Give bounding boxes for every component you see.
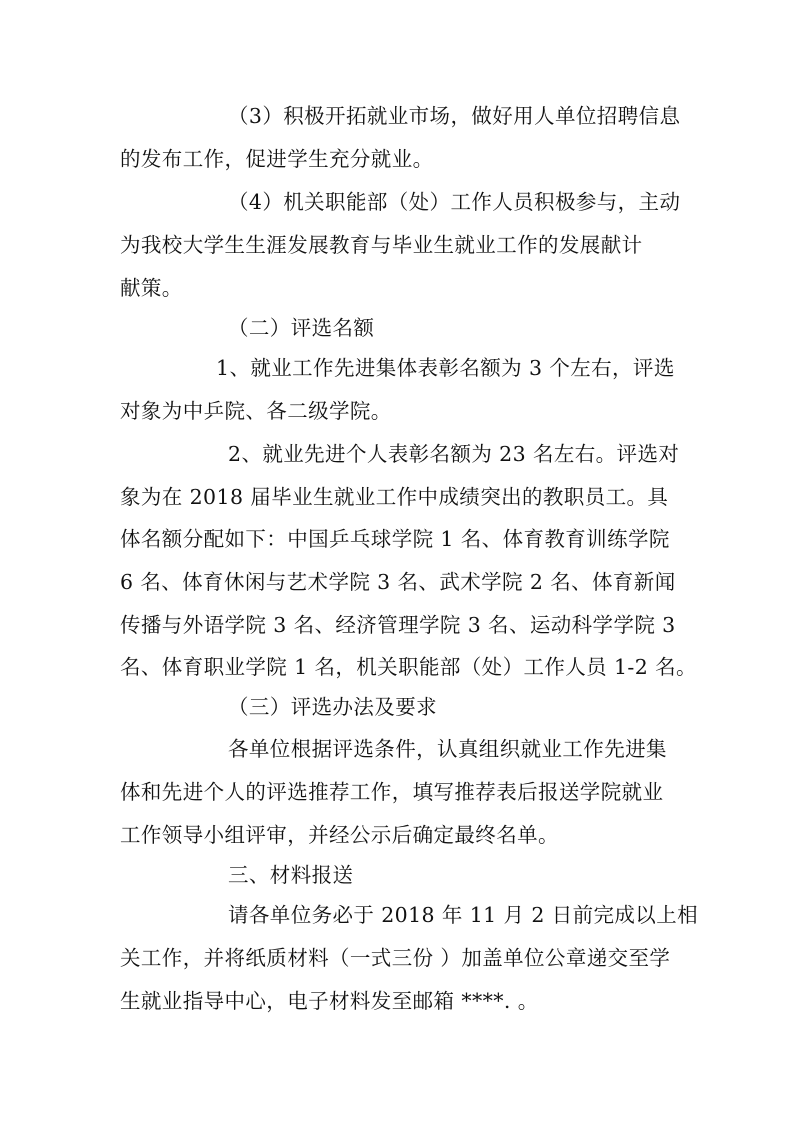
paragraph-line: 为我校大学生生涯发展教育与毕业生就业工作的发展献计 (120, 233, 643, 257)
paragraph-line: 请各单位务必于 2018 年 11 月 2 日前完成以上相 (228, 903, 698, 927)
section-heading: （二）评选名额 (228, 316, 375, 340)
paragraph-line: 1、就业工作先进集体表彰名额为 3 个左右，评选 (216, 356, 675, 380)
paragraph-line: 生就业指导中心，电子材料发至邮箱 ****. 。 (120, 989, 539, 1013)
paragraph-line: 传播与外语学院 3 名、经济管理学院 3 名、运动科学学院 3 (120, 613, 676, 637)
paragraph-line: 名、体育职业学院 1 名，机关职能部（处）工作人员 1-2 名。 (120, 655, 697, 679)
section-heading: 三、材料报送 (228, 863, 354, 887)
paragraph-line: （3）积极开拓就业市场，做好用人单位招聘信息 (228, 104, 681, 128)
paragraph-line: （4）机关职能部（处）工作人员积极参与，主动 (228, 190, 681, 214)
section-heading: （三）评选办法及要求 (228, 695, 437, 719)
paragraph-line: 关工作，并将纸质材料（一式三份 ）加盖单位公章递交至学 (120, 946, 671, 970)
paragraph-line: 的发布工作，促进学生充分就业。 (120, 147, 434, 171)
paragraph-line: 工作领导小组评审，并经公示后确定最终名单。 (120, 823, 559, 847)
paragraph-line: 体名额分配如下：中国乒乓球学院 1 名、体育教育训练学院 (120, 527, 670, 551)
paragraph-line: 6 名、体育休闲与艺术学院 3 名、武术学院 2 名、体育新闻 (120, 570, 676, 594)
paragraph-line: 各单位根据评选条件，认真组织就业工作先进集 (228, 737, 667, 761)
paragraph-line: 对象为中乒院、各二级学院。 (120, 399, 392, 423)
paragraph-line: 象为在 2018 届毕业生就业工作中成绩突出的教职员工。具 (120, 485, 669, 509)
paragraph-line: 献策。 (120, 276, 183, 300)
paragraph-line: 2、就业先进个人表彰名额为 23 名左右。评选对 (228, 442, 680, 466)
paragraph-line: 体和先进个人的评选推荐工作，填写推荐表后报送学院就业 (120, 780, 664, 804)
